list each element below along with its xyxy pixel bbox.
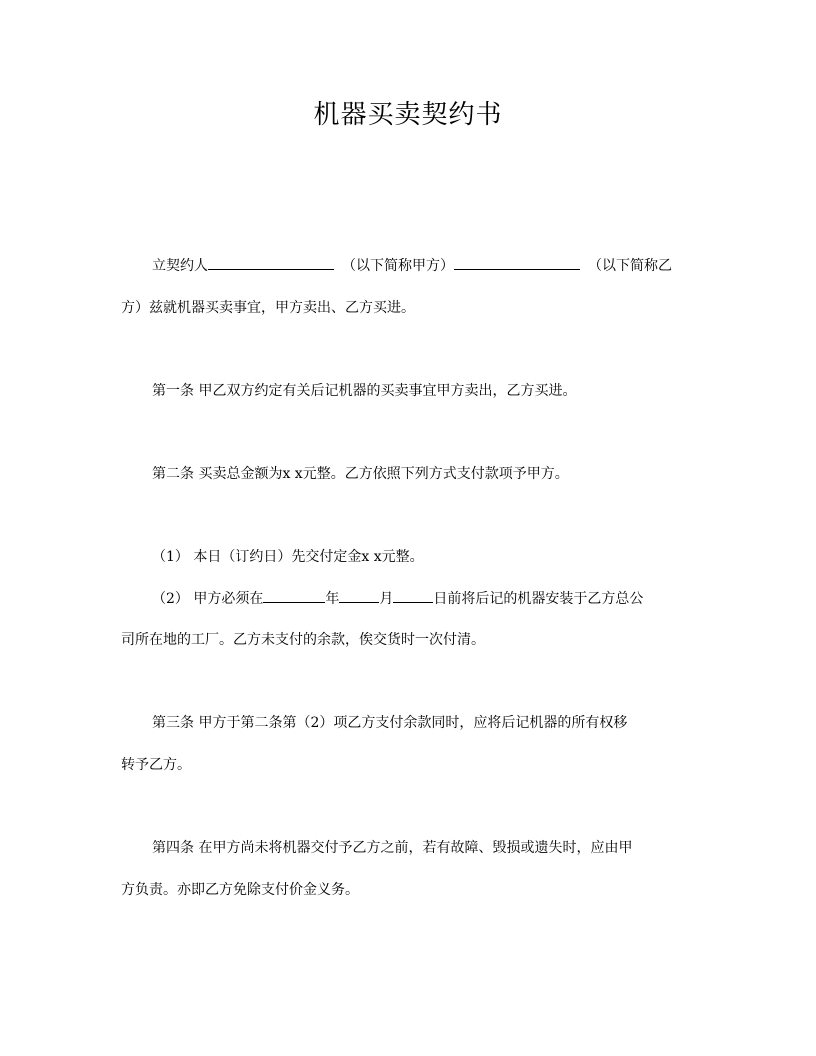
party-a-note: （以下简称甲方） <box>342 258 454 274</box>
party-label: 立契约人 <box>152 258 208 274</box>
article-3-line-2: 转予乙方。 <box>121 757 191 773</box>
year-blank <box>263 588 325 603</box>
document-title: 机器买卖契约书 <box>313 100 503 130</box>
preamble-line-1 <box>152 254 701 278</box>
article-4-line-1: 第四条 在甲方尚未将机器交付予乙方之前，若有故障、毁损或遗失时，应由甲 <box>152 840 633 856</box>
year-label: 年 <box>325 591 340 607</box>
party-a-blank <box>208 255 334 270</box>
article-2: 第二条 买卖总金额为x x元整。乙方依照下列方式支付款项予甲方。 <box>152 466 569 482</box>
payment-item-2-line-2: 司所在地的工厂。乙方未支付的余款，俟交货时一次付清。 <box>121 632 485 648</box>
month-label: 月 <box>379 591 394 607</box>
payment-item-2-line-1 <box>152 587 701 611</box>
month-blank <box>339 588 379 603</box>
party-b-blank <box>454 255 580 270</box>
payment-item-1: （1） 本日（订约日）先交付定金x x元整。 <box>152 549 424 565</box>
article-3-line-1: 第三条 甲方于第二条第（2）项乙方支付余款同时，应将后记机器的所有权移 <box>152 715 628 731</box>
article-4-line-2: 方负责。亦即乙方免除支付价金义务。 <box>121 882 359 898</box>
article-1: 第一条 甲乙双方约定有关后记机器的买卖事宜甲方卖出，乙方买进。 <box>152 383 577 399</box>
item-2-rest: 日前将后记的机器安装于乙方总公 <box>433 591 644 607</box>
day-blank <box>393 588 433 603</box>
party-b-note: （以下简称乙 <box>588 258 672 274</box>
preamble-line-2: 方）兹就机器买卖事宜，甲方卖出、乙方买进。 <box>121 300 415 316</box>
item-2-intro: （2） 甲方必须在 <box>152 591 264 607</box>
